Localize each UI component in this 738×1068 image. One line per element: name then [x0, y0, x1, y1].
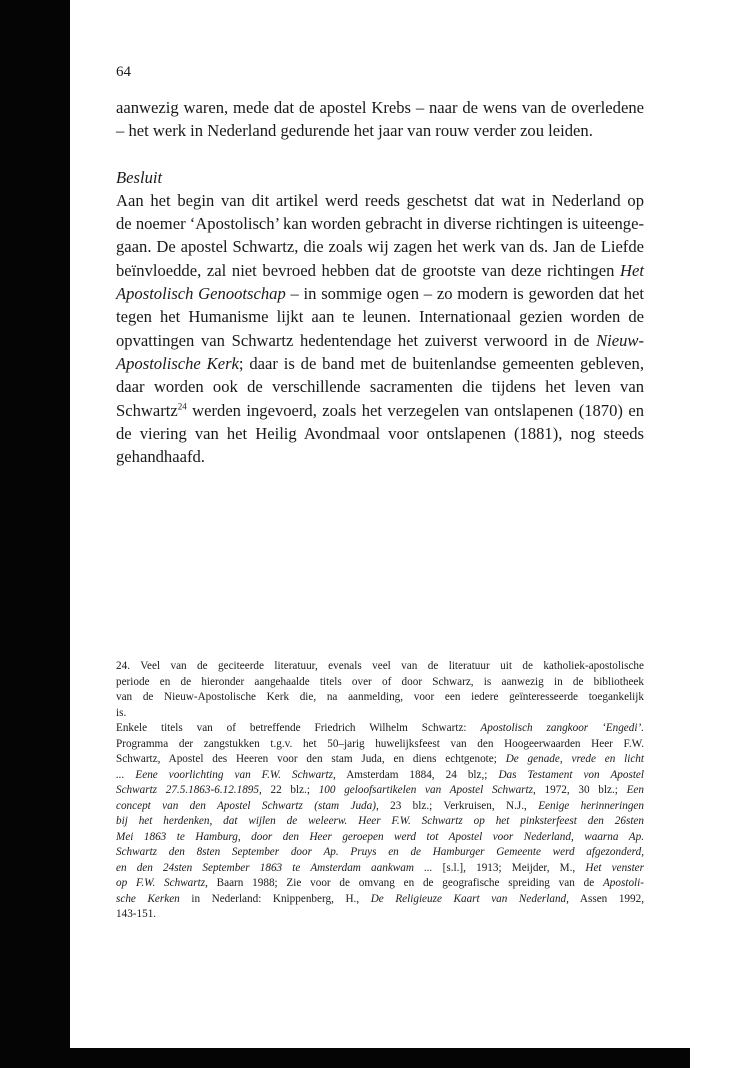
italic-title: Mei 1863 te Hamburg, door den Heer geroepen werd tot Apostel voor Nederland, waarna Ap. — [116, 830, 644, 843]
text-run: Schwartz, Apostel des Heeren voor den stam Juda, en diens echtgenote; — [116, 753, 506, 765]
footnote-line: periode en de hieronder aangehaalde titels over of door Schwarz, is aanwezig in de bibliotheek — [116, 675, 644, 688]
italic-title: Apostolisch zangkoor ‘Engedi’. — [480, 722, 644, 734]
section-paragraph — [116, 189, 644, 469]
footnote-line: Programma der zangstukken t.g.v. het 50–jarig huwelijksfeest van den Hoogeerwaarden Heer F.W. — [116, 737, 644, 750]
italic-title: Apostolisch Genootschap — [116, 284, 286, 304]
text-line: gehandhaafd. — [116, 447, 205, 467]
section-heading: Besluit — [116, 167, 163, 187]
text-line: tegen het Humanisme lijkt aan te leunen. Internationaal gezien worden de — [116, 307, 644, 327]
text-line: daar worden ook de verschillende sacramenten die tijdens het leven van — [116, 377, 644, 397]
italic-title: concept van den Apostel Schwartz (stam Juda), — [116, 799, 379, 812]
text-run: opvattingen van Schwartz hedentendage het zuiverst verwoord in de — [116, 330, 597, 350]
text-line: gaan. De apostel Schwartz, die zoals wij zagen het werk van ds. Jan de Liefde — [116, 237, 644, 257]
footnote-line — [116, 814, 644, 830]
italic-title: Apostolische Kerk — [116, 353, 239, 373]
italic-title: Das Testament von Apostel — [498, 768, 645, 781]
footnote-line — [116, 861, 644, 877]
text-line — [116, 352, 644, 375]
text-line — [116, 259, 644, 282]
italic-title: bij het herdenken, dat wijlen de weleerw. Heer F.W. Schwartz op het pinksterfeest den 26sten — [116, 815, 644, 827]
text-line: de noemer ‘Apostolisch’ kan worden gebracht in diverse richtingen is uiteenge- — [116, 214, 644, 234]
text-run: ; daar is de band met de buitenlandse gemeenten gebleven, — [238, 353, 644, 373]
footnote-block — [116, 659, 644, 923]
page-number: 64 — [116, 64, 131, 80]
italic-title: en den 24sten September 1863 te Amsterdam aankwam ... — [116, 861, 433, 874]
italic-title: Het venster — [585, 861, 644, 874]
italic-title: Schwartz den 8sten September door Ap. Pruys en de Hamburger Gemeente werd afgezonderd, — [116, 846, 644, 858]
footnote-line — [116, 783, 644, 799]
italic-title: Apostoli- — [602, 877, 644, 889]
italic-title: Eenige herinneringen — [538, 799, 644, 812]
scan-border-left — [0, 0, 70, 1068]
footnote-line: van de Nieuw-Apostolische Kerk die, na aanmelding, voor een iedere geïnteresseerde toegankelijk — [116, 691, 644, 703]
text-run: 23 blz.; Verkruisen, N.J., — [378, 799, 539, 812]
text-run: 1972, 30 blz.; — [535, 784, 627, 796]
footnote-line — [116, 876, 644, 892]
text-run: 22 blz.; — [261, 784, 319, 796]
text-line: Aan het begin van dit artikel werd reeds geschetst dat wat in Nederland op — [116, 190, 644, 210]
italic-title: Een — [626, 784, 644, 796]
footnote-line: is. — [116, 706, 127, 719]
footnote-line — [116, 768, 644, 784]
text-line: – het werk in Nederland gedurende het jaar van rouw verder zou leiden. — [116, 121, 593, 141]
italic-title: Schwartz 27.5.1863-6.12.1895, — [116, 784, 262, 796]
footnote-line — [116, 799, 644, 815]
text-line — [116, 329, 644, 352]
text-run: Enkele titels van of betreffende Friedrich Wilhelm Schwartz: — [116, 722, 481, 734]
text-run: – in sommige ogen – zo modern is geworden dat het — [285, 284, 644, 304]
text-line: aanwezig waren, mede dat de apostel Krebs – naar de wens van de overledene — [116, 98, 644, 117]
scan-border-bottom — [0, 1048, 690, 1068]
footnote-line: 24. Veel van de geciteerde literatuur, evenals veel van de literatuur uit de katholiek-apostolische — [116, 660, 644, 672]
text-run: beïnvloedde, zal niet bevroed hebben dat de grootste van deze richtingen — [116, 260, 621, 280]
text-run: Baarn 1988; Zie voor de omvang en de geografische spreiding van de — [207, 877, 603, 889]
text-line: de viering van het Heilig Avondmaal voor ontslapenen (1881), nog steeds — [116, 423, 644, 443]
italic-title: ... Eene voorlichting van F.W. Schwartz, — [116, 768, 336, 781]
footnote-line — [116, 721, 644, 737]
footnote-line — [116, 845, 644, 861]
text-line — [116, 282, 644, 305]
italic-title: sche Kerken — [116, 892, 180, 905]
text-run: Amsterdam 1884, 24 blz,; — [335, 768, 499, 781]
footnote-line — [116, 830, 644, 846]
body-text — [116, 96, 644, 468]
text-run: werden ingevoerd, zoals het verzegelen van ontslapenen (1870) en — [186, 400, 644, 420]
footnote-line — [116, 892, 644, 908]
italic-title: op F.W. Schwartz, — [116, 877, 208, 889]
text-line — [116, 399, 644, 422]
footnote-marker: 24 — [177, 401, 187, 412]
text-run: Assen 1992, — [568, 892, 645, 905]
italic-title: De Religieuze Kaart van Nederland, — [370, 892, 569, 905]
footnote-line: 143-151. — [116, 908, 157, 920]
italic-title: Het — [620, 260, 644, 280]
intro-paragraph — [116, 96, 644, 143]
italic-title: Nieuw- — [596, 330, 644, 350]
italic-title: De genade, vrede en licht — [505, 753, 644, 765]
footnote-line — [116, 752, 644, 768]
text-run: in Nederland: Knippenberg, H., — [179, 892, 371, 905]
text-run: [s.l.], 1913; Meijder, M., — [432, 861, 586, 874]
italic-title: 100 geloofsartikelen van Apostel Schwartz, — [318, 784, 536, 796]
text-run: Schwartz — [116, 400, 178, 420]
